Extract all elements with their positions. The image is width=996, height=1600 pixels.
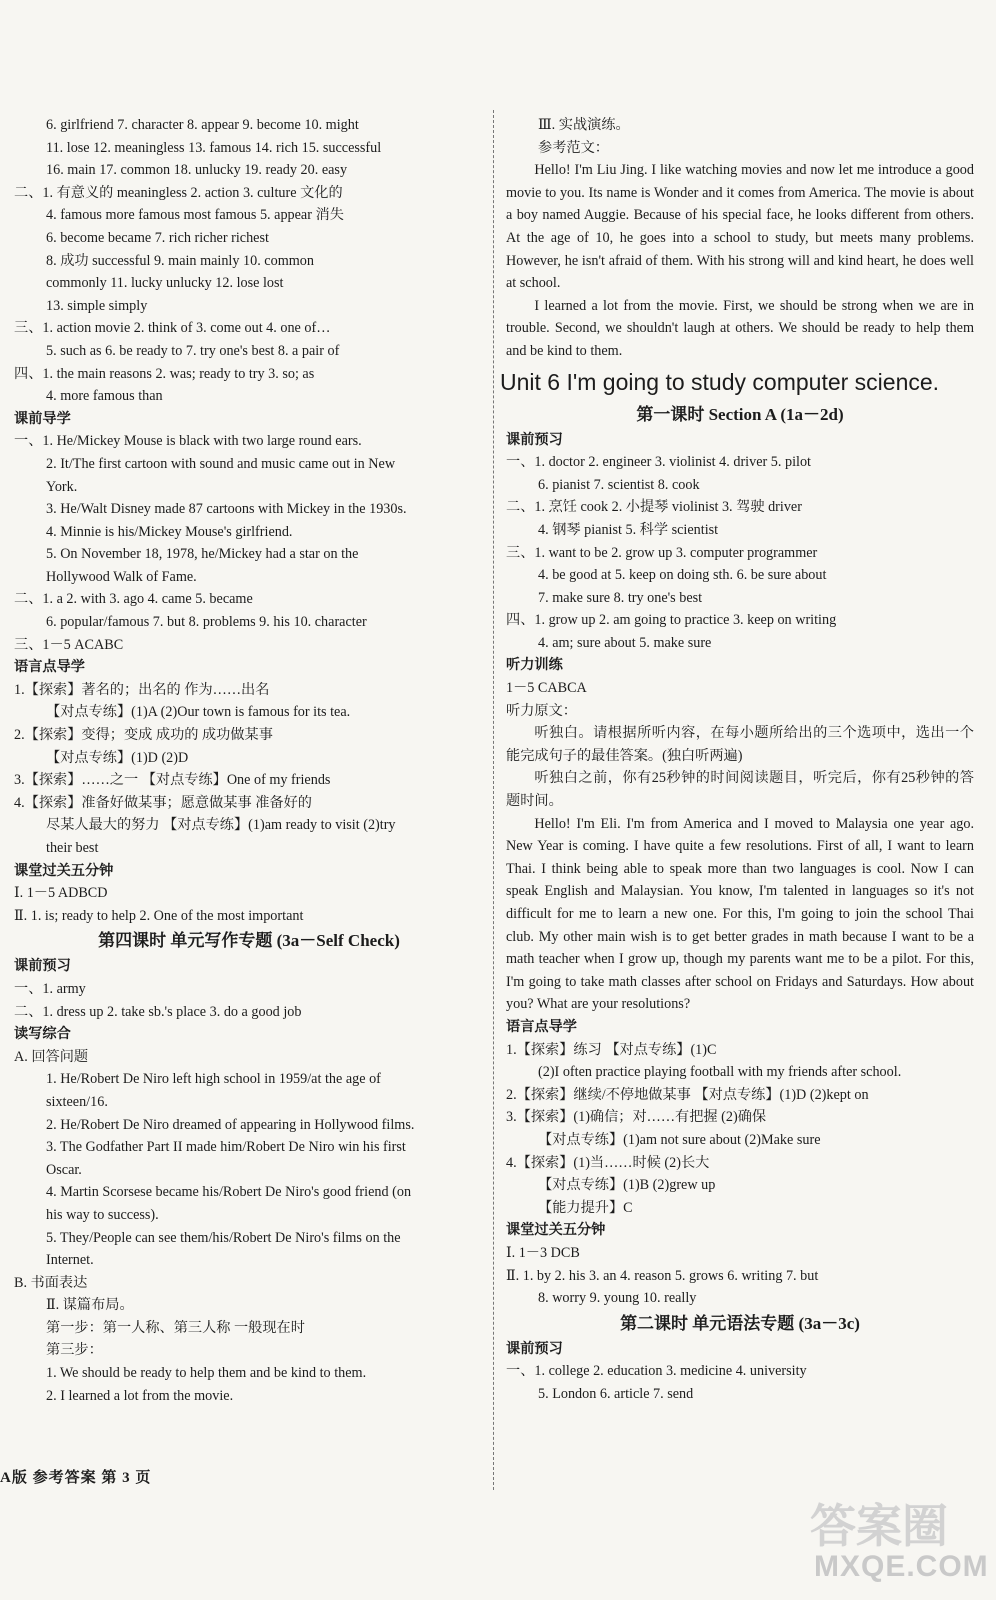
- section-heading: 语言点导学: [14, 659, 85, 676]
- answer-line: Ⅲ. 实战演练。: [538, 117, 630, 133]
- answer-line: 4. more famous than: [46, 388, 163, 405]
- answer-line: 4. Martin Scorsese became his/Robert De Niro's good friend (on: [46, 1184, 412, 1201]
- answer-line: 13. simple simply: [46, 297, 148, 314]
- answer-line: 3. The Godfather Part II made him/Robert De Niro win his first: [46, 1139, 406, 1156]
- section-heading: 课堂过关五分钟: [506, 1222, 606, 1239]
- answer-line: 6. girlfriend 7. character 8. appear 9. become 10. might: [46, 117, 359, 133]
- answer-line: 2. He/Robert De Niro dreamed of appearing in Hollywood films.: [46, 1116, 415, 1133]
- answer-line: 4. Minnie is his/Mickey Mouse's girlfriend.: [46, 523, 293, 540]
- answer-line: 3. He/Walt Disney made 87 cartoons with Mickey in the 1930s.: [46, 501, 407, 518]
- answer-line: Ⅰ. 1－3 DCB: [506, 1244, 580, 1261]
- answer-line: 【对点专练】(1)A (2)Our town is famous for its tea.: [46, 704, 351, 721]
- answer-line: 一、1. college 2. education 3. medicine 4. university: [506, 1363, 807, 1380]
- section-heading: 课前预习: [14, 958, 71, 975]
- answer-line: 三、1. action movie 2. think of 3. come out 4. one of…: [14, 320, 331, 337]
- answer-line: (2)I often practice playing football with my friends after school.: [538, 1064, 902, 1081]
- answer-line: 第一步：第一人称、第三人称 一般现在时: [46, 1319, 305, 1336]
- section-heading: 课前导学: [14, 410, 71, 427]
- answer-line: 尽某人最大的努力 【对点专练】(1)am ready to visit (2)try: [46, 817, 396, 834]
- answer-line: 【对点专练】(1)am not sure about (2)Make sure: [538, 1131, 821, 1148]
- lesson-title: 第二课时 单元语法专题 (3a－3c): [620, 1313, 860, 1333]
- lesson-title: 第一课时 Section A (1a－2d): [636, 404, 844, 424]
- section-heading: 课前预习: [506, 431, 563, 448]
- answer-line: York.: [46, 478, 78, 495]
- answer-line: 三、1. want to be 2. grow up 3. computer programmer: [506, 544, 818, 561]
- left-column: [14, 114, 484, 1407]
- answer-line: 三、1－5 ACABC: [14, 636, 124, 653]
- answer-line: 7. make sure 8. try one's best: [538, 589, 703, 606]
- section-heading: 课前预习: [506, 1340, 563, 1357]
- answer-line: 一、1. doctor 2. engineer 3. violinist 4. driver 5. pilot: [506, 454, 811, 471]
- answer-line: 参考范文：: [538, 139, 609, 156]
- answer-line: Ⅱ. 1. by 2. his 3. an 4. reason 5. grows 6. writing 7. but: [506, 1267, 819, 1284]
- answer-line: 听力原文：: [506, 702, 577, 719]
- answer-line: 1.【探索】练习 【对点专练】(1)C: [506, 1041, 717, 1058]
- answer-line: Hollywood Walk of Fame.: [46, 568, 197, 585]
- answer-line: sixteen/16.: [46, 1093, 108, 1110]
- answer-line: 1－5 CABCA: [506, 680, 587, 697]
- answer-line: 2.【探索】变得；变成 成功的 成功做某事: [14, 727, 273, 744]
- answer-line: 一、1. army: [14, 980, 86, 997]
- answer-line: 5. such as 6. be ready to 7. try one's best 8. a pair of: [46, 342, 340, 359]
- answer-line: 第三步：: [46, 1342, 103, 1359]
- text-paragraph: 听独白之前，你有25秒钟的时间阅读题目，听完后，你有25秒钟的答题时间。: [506, 770, 974, 810]
- answer-line: 1. He/Robert De Niro left high school in 1959/at the age of: [46, 1071, 381, 1088]
- watermark-logo: 答案圈: [810, 1499, 948, 1553]
- answer-line: 一、1. He/Mickey Mouse is black with two large round ears.: [14, 433, 362, 450]
- answer-line: 4.【探索】准备好做某事；愿意做某事 准备好的: [14, 794, 312, 811]
- answer-line: 1. We should be ready to help them and be kind to them.: [46, 1365, 367, 1382]
- answer-line: 二、1. 有意义的 meaningless 2. action 3. culture 文化的: [14, 184, 343, 201]
- answer-line: 3.【探索】(1)确信；对……有把握 (2)确保: [506, 1109, 767, 1126]
- section-heading: 课堂过关五分钟: [14, 862, 114, 879]
- right-column: [500, 114, 974, 1405]
- answer-line: 2.【探索】继续/不停地做某事 【对点专练】(1)D (2)kept on: [506, 1086, 869, 1103]
- answer-line: 5. On November 18, 1978, he/Mickey had a star on the: [46, 546, 359, 563]
- answer-line: his way to success).: [46, 1206, 159, 1223]
- answer-line: 【对点专练】(1)B (2)grew up: [538, 1177, 716, 1194]
- answer-line: 4. famous more famous most famous 5. appear 消失: [46, 207, 344, 224]
- answer-line: 8. worry 9. young 10. really: [538, 1290, 697, 1307]
- answer-line: 【对点专练】(1)D (2)D: [46, 749, 189, 766]
- answer-line: Oscar.: [46, 1161, 82, 1178]
- answer-line: Ⅰ. 1－5 ADBCD: [14, 885, 108, 902]
- unit-title: Unit 6 I'm going to study computer science.: [500, 368, 940, 395]
- answer-line: 3.【探索】……之一 【对点专练】One of my friends: [14, 772, 331, 789]
- section-heading: 语言点导学: [506, 1018, 577, 1035]
- answer-line: 二、1. 烹饪 cook 2. 小提琴 violinist 3. 驾驶 driver: [506, 499, 802, 516]
- answer-line: their best: [46, 840, 99, 856]
- answer-line: 8. 成功 successful 9. main mainly 10. common: [46, 252, 314, 269]
- text-paragraph: Hello! I'm Eli. I'm from America and I moved to Malaysia one year ago. New Year is coming. I have quite a few resolutions. First of all, I want to learn Thai. I think being able to speak more than two languages is cool. Now I can speak English and Malaysian. You know, I'm talented in languages so it's not difficult for me to learn a new one. For this, I'm going to join the school Thai club. My other main wish is to get better grades in math because I want to be a math teacher when I grow up, though my parents want me to be a pilot. For this, I'm going to take math classes after school on Fridays and Saturdays. How about you? What are your resolutions?: [506, 815, 974, 1013]
- page-footer: A版 参考答案 第 3 页: [0, 1470, 152, 1486]
- answer-line: A. 回答问题: [14, 1048, 89, 1065]
- text-paragraph: 听独白。请根据所听内容，在每小题所给出的三个选项中，选出一个能完成句子的最佳答案。(独白听两遍): [506, 725, 974, 764]
- answer-line: 6. pianist 7. scientist 8. cook: [538, 476, 700, 493]
- answer-line: 4. be good at 5. keep on doing sth. 6. be sure about: [538, 567, 827, 584]
- answer-line: 6. become became 7. rich richer richest: [46, 229, 269, 246]
- watermark-site: MXQE.COM: [814, 1550, 989, 1583]
- answer-line: commonly 11. lucky unlucky 12. lose lost: [46, 275, 284, 292]
- answer-line: 2. It/The first cartoon with sound and music came out in New: [46, 455, 396, 472]
- answer-line: Ⅱ. 谋篇布局。: [46, 1297, 134, 1314]
- text-paragraph: I learned a lot from the movie. First, we should be strong when we are in trouble. Second, we shouldn't laugh at others. We should be ready to help them and be kind to them.: [506, 297, 974, 359]
- answer-line: 16. main 17. common 18. unlucky 19. ready 20. easy: [46, 162, 348, 179]
- answer-line: 4. am; sure about 5. make sure: [538, 634, 712, 651]
- answer-line: 6. popular/famous 7. but 8. problems 9. his 10. character: [46, 614, 367, 631]
- answer-line: Internet.: [46, 1252, 94, 1269]
- answer-line: 四、1. the main reasons 2. was; ready to try 3. so; as: [14, 365, 315, 382]
- answer-line: Ⅱ. 1. is; ready to help 2. One of the most important: [14, 907, 304, 924]
- answer-line: 二、1. a 2. with 3. ago 4. came 5. became: [14, 591, 253, 608]
- section-heading: 读写综合: [14, 1026, 71, 1043]
- watermark: [790, 1490, 989, 1590]
- answer-line: 四、1. grow up 2. am going to practice 3. keep on writing: [506, 612, 837, 629]
- column-divider: [493, 110, 494, 1490]
- section-heading: 听力训练: [506, 657, 563, 674]
- answer-line: 2. I learned a lot from the movie.: [46, 1387, 234, 1404]
- text-paragraph: Hello! I'm Liu Jing. I like watching movies and now let me introduce a good movie to you. Its name is Wonder and it comes from America. The movie is about a boy named Auggie. Because of his special face, he looks different from others. At the age of 10, he goes into a school to study, but meets many problems. However, he isn't afraid of them. With his strong will and kind heart, he does well at school.: [506, 162, 974, 292]
- answer-line: 二、1. dress up 2. take sb.'s place 3. do a good job: [14, 1003, 302, 1020]
- answer-line: 4.【探索】(1)当……时候 (2)长大: [506, 1154, 710, 1171]
- answer-line: 5. London 6. article 7. send: [538, 1385, 694, 1402]
- answer-line: 11. lose 12. meaningless 13. famous 14. rich 15. successful: [46, 139, 382, 156]
- answer-line: 5. They/People can see them/his/Robert De Niro's films on the: [46, 1229, 401, 1246]
- answer-line: 1.【探索】著名的；出名的 作为……出名: [14, 681, 270, 698]
- lesson-title: 第四课时 单元写作专题 (3a－Self Check): [98, 931, 400, 951]
- answer-line: 4. 钢琴 pianist 5. 科学 scientist: [538, 521, 719, 538]
- answer-line: B. 书面表达: [14, 1274, 88, 1291]
- answer-line: 【能力提升】C: [538, 1199, 633, 1216]
